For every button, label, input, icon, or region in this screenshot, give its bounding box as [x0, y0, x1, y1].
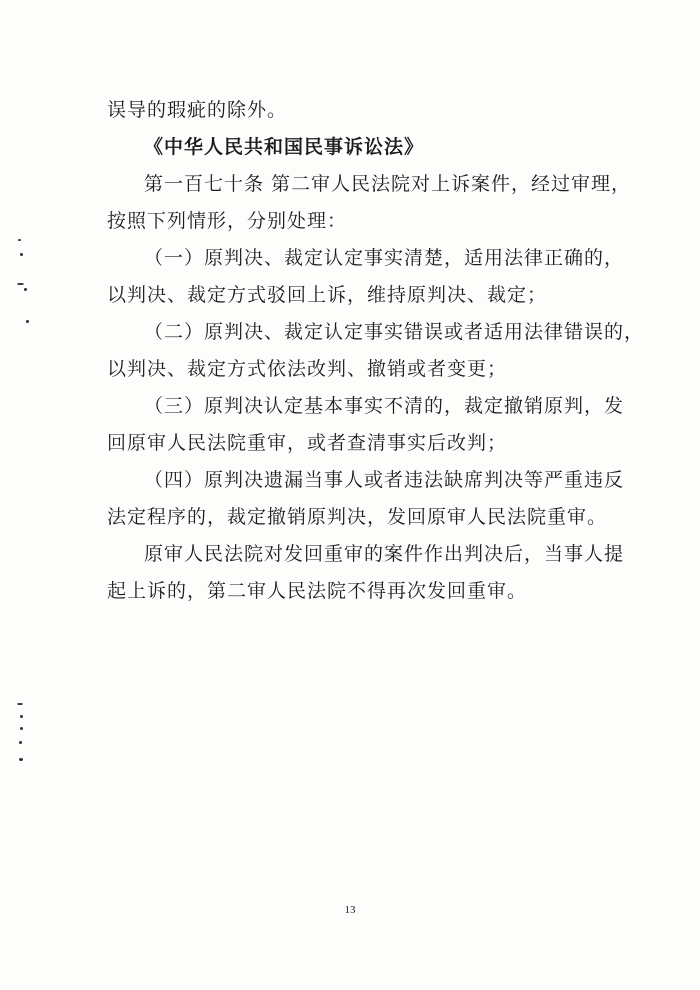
scan-speck [20, 715, 23, 718]
scan-speck [24, 288, 27, 291]
scan-speck [20, 727, 23, 730]
text-line: 以判决、裁定方式依法改判、撤销或者变更； [107, 358, 508, 380]
text-line: 以判决、裁定方式驳回上诉，维持原判决、裁定； [107, 284, 548, 306]
item-4: （四）原判决遗漏当事人或者违法缺席判决等严重违反 [144, 469, 625, 491]
text-line: 起上诉的，第二审人民法院不得再次发回重审。 [107, 580, 528, 602]
article-heading: 第一百七十条 第二审人民法院对上诉案件，经过审理， [144, 173, 632, 195]
scan-speck [18, 239, 21, 241]
text-line: 误导的瑕疵的除外。 [107, 99, 288, 121]
page-number: 13 [344, 904, 356, 916]
scan-speck [26, 320, 29, 323]
item-3: （三）原判决认定基本事实不清的，裁定撤销原判，发 [144, 395, 625, 417]
scan-speck [19, 758, 23, 761]
text-line: 回原审人民法院重审，或者查清事实后改判； [107, 432, 508, 454]
scan-speck [19, 741, 22, 744]
item-2: （二）原判决、裁定认定事实错误或者适用法律错误的， [144, 321, 645, 343]
scan-speck [17, 283, 24, 285]
item-1: （一）原判决、裁定认定事实清楚，适用法律正确的， [144, 247, 625, 269]
closing-paragraph: 原审人民法院对发回重审的案件作出判决后，当事人提 [144, 543, 625, 565]
law-title: 《中华人民共和国民事诉讼法》 [144, 136, 425, 158]
text-line: 按照下列情形，分别处理： [107, 210, 348, 232]
scan-speck [17, 703, 23, 705]
text-line: 法定程序的，裁定撤销原判决，发回原审人民法院重审。 [107, 506, 608, 528]
scan-speck [20, 253, 23, 256]
